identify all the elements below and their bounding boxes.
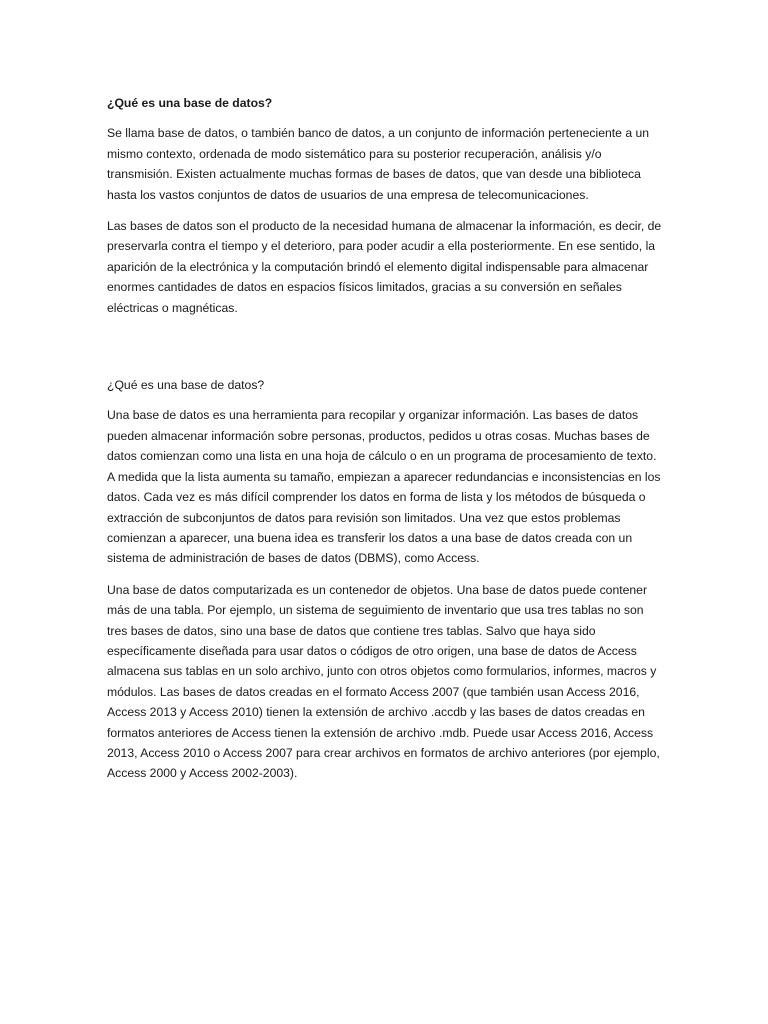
section-heading: ¿Qué es una base de datos? <box>107 378 265 393</box>
paragraph: Se llama base de datos, o también banco de datos, a un conjunto de información perteneciente a un mismo contexto, ordenada de modo sistemático para su posterior recuperación, análisis y/o transmisión. Existen actualmente muchas formas de bases de datos, que van desde una biblioteca hasta los vastos conjuntos de datos de usuarios de una empresa de telecomunicaciones. <box>107 126 650 202</box>
document-body <box>107 93 663 795</box>
paragraph: Una base de datos computarizada es un contenedor de objetos. Una base de datos puede contener más de una tabla. Por ejemplo, un sistema de seguimiento de inventario que usa tres tablas no son tres bases de datos, sino una base de datos que contiene tres tablas. Salvo que haya sido específicamente diseñada para usar datos o códigos de otro origen, una base de datos de Access almacena sus tablas en un solo archivo, junto con otros objetos como formularios, informes, macros y módulos. Las bases de datos creadas en el formato Access 2007 (que también usan Access 2016, Access 2013 y Access 2010) tienen la extensión de archivo .accdb y las bases de datos creadas en formatos anteriores de Access tienen la extensión de archivo .mdb. Puede usar Access 2016, Access 2013, Access 2010 o Access 2007 para crear archivos en formatos de archivo anteriores (por ejemplo, Access 2000 y Access 2002-2003). <box>107 582 660 781</box>
paragraph: Las bases de datos son el producto de la necesidad humana de almacenar la información, es decir, de preservarla contra el tiempo y el deterioro, para poder acudir a ella posteriormente. En ese sentido, la aparición de la electrónica y la computación brindó el elemento digital indispensable para almacenar enormes cantidades de datos en espacios físicos limitados, gracias a su conversión en señales eléctricas o magnéticas. <box>107 219 662 315</box>
section-access-databases <box>107 375 663 784</box>
section-heading: ¿Qué es una base de datos? <box>107 96 273 110</box>
paragraph: Una base de datos es una herramienta para recopilar y organizar información. Las bases de datos pueden almacenar información sobre personas, productos, pedidos u otras cosas. Muchas bases de datos comienzan como una lista en una hoja de cálculo o en un programa de procesamiento de texto. A medida que la lista aumenta su tamaño, empiezan a aparecer redundancias e inconsistencias en los datos. Cada vez es más difícil comprender los datos en forma de lista y los métodos de búsqueda o extracción de subconjuntos de datos para revisión son limitados. Una vez que estos problemas comienzan a aparecer, una buena idea es transferir los datos a una base de datos creada con un sistema de administración de bases de datos (DBMS), como Access. <box>107 408 661 566</box>
section-definition <box>107 93 663 318</box>
